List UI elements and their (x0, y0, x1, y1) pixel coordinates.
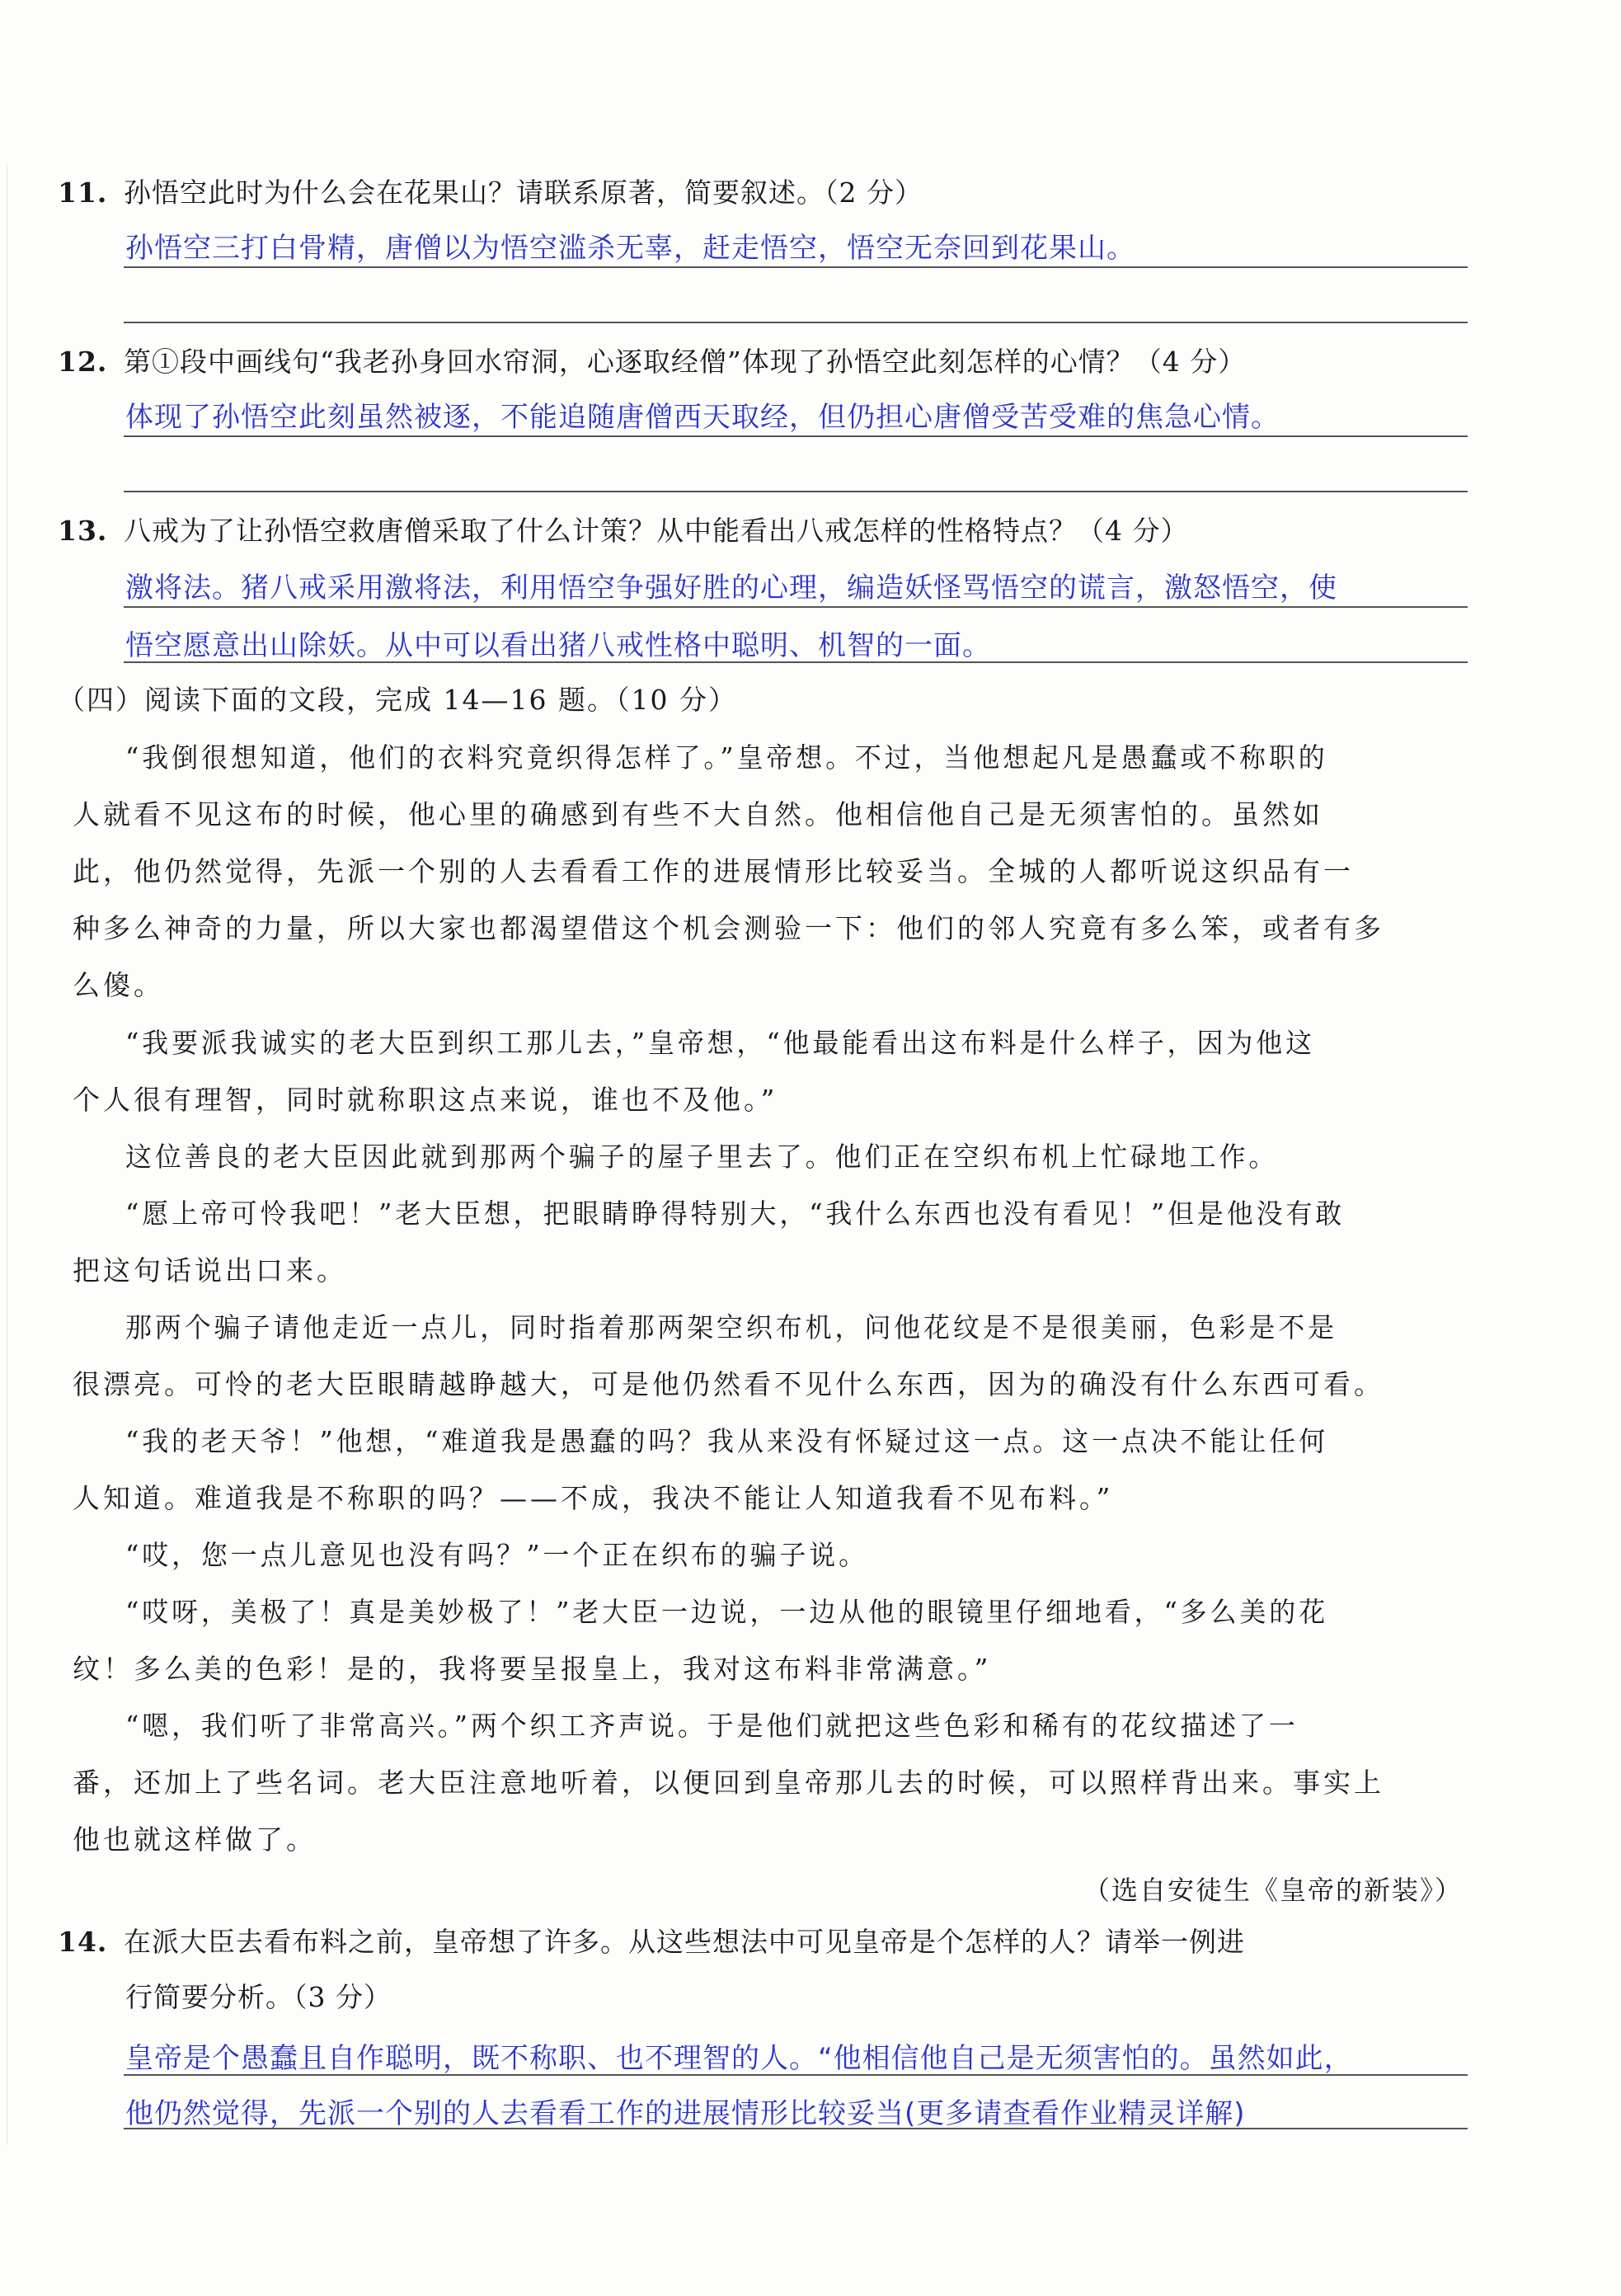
passage-line: 这位善良的老大臣因此就到那两个骗子的屋子里去了。他们正在空织布机上忙碌地工作。 (125, 1141, 1279, 1173)
answer-13-line-1: 激将法。猪八戒采用激将法，利用悟空争强好胜的心理，编造妖怪骂悟空的谎言，激怒悟空，使 (125, 572, 1337, 605)
passage-line: 个人很有理智，同时就称职这点来说，谁也不及他。” (73, 1084, 778, 1116)
answer-rule (124, 435, 1468, 437)
question-text: 第①段中画线句“我老孙身回水帘洞，心逐取经僧”体现了孙悟空此刻怎样的心情？（4 分） (124, 346, 1247, 378)
passage-line: 那两个骗子请他走近一点儿，同时指着那两架空织布机，问他花纹是不是很美丽，色彩是不是 (125, 1311, 1337, 1343)
answer-12-line-1: 体现了孙悟空此刻虽然被逐，不能追随唐僧西天取经，但仍担心唐僧受苦受难的焦急心情。 (125, 401, 1280, 434)
passage-line: “哎呀，美极了！真是美妙极了！”老大臣一边说，一边从他的眼镜里仔细地看，“多么美的花 (125, 1596, 1328, 1628)
question-text: 八戒为了让孙悟空救唐僧采取了什么计策？从中能看出八戒怎样的性格特点？（4 分） (124, 515, 1189, 547)
answer-rule (124, 606, 1468, 608)
question-number: 14. (58, 1926, 108, 1958)
passage-line: “嗯，我们听了非常高兴。”两个织工齐声说。于是他们就把这些色彩和稀有的花纹描述了一 (125, 1710, 1299, 1742)
question-11 (58, 172, 923, 210)
passage-line: 人就看不见这布的时候，他心里的确感到有些不大自然。他相信他自己是无须害怕的。虽然如 (73, 798, 1323, 830)
passage-line: 么傻。 (73, 969, 164, 1001)
passage-source: （选自安徒生《皇帝的新装》） (1083, 1875, 1463, 1906)
answer-11-line-1: 孙悟空三打白骨精，唐僧以为悟空滥杀无辜，赶走悟空，悟空无奈回到花果山。 (125, 232, 1135, 265)
question-12 (58, 341, 1246, 379)
passage-line: “哎，您一点儿意见也没有吗？”一个正在织布的骗子说。 (125, 1539, 868, 1571)
answer-rule (124, 266, 1468, 268)
answer-14-line-1: 皇帝是个愚蠢且自作聪明，既不称职、也不理智的人。“他相信他自己是无须害怕的。虽然如此， (125, 2042, 1353, 2075)
question-text: 孙悟空此时为什么会在花果山？请联系原著，简要叙述。（2 分） (124, 176, 923, 209)
question-number: 12. (58, 346, 108, 378)
answer-rule (124, 2074, 1468, 2076)
question-14-line-2: 行简要分析。（3 分） (125, 1981, 392, 2013)
answer-13-line-2: 悟空愿意出山除妖。从中可以看出猪八戒性格中聪明、机智的一面。 (125, 629, 991, 662)
passage-line: 番，还加上了些名词。老大臣注意地听着，以便回到皇帝那儿去的时候，可以照样背出来。事实上 (73, 1767, 1384, 1799)
passage-line: “我倒很想知道，他们的衣料究竟织得怎样了。”皇帝想。不过，当他想起凡是愚蠢或不称职的 (125, 741, 1328, 774)
answer-14-line-2: 他仍然觉得，先派一个别的人去看看工作的进展情形比较妥当(更多请查看作业精灵详解) (125, 2097, 1246, 2130)
answer-rule (124, 2128, 1468, 2129)
passage-line: 他也就这样做了。 (73, 1823, 317, 1856)
question-text: 在派大臣去看布料之前，皇帝想了许多。从这些想法中可见皇帝是个怎样的人？请举一例进 (124, 1926, 1245, 1958)
answer-rule (124, 661, 1468, 663)
question-number: 13. (58, 515, 108, 547)
answer-rule (124, 491, 1468, 492)
passage-line: 把这句话说出口来。 (73, 1254, 347, 1287)
answer-rule (124, 322, 1468, 323)
question-14 (58, 1921, 1245, 1960)
passage-line: 很漂亮。可怜的老大臣眼睛越睁越大，可是他仍然看不见什么东西，因为的确没有什么东西可看。 (73, 1368, 1384, 1400)
section-heading: （四）阅读下面的文段，完成 14—16 题。（10 分） (58, 684, 737, 716)
passage-line: 此，他仍然觉得，先派一个别的人去看看工作的进展情形比较妥当。全城的人都听说这织品有一 (73, 855, 1354, 887)
passage-line: 种多么神奇的力量，所以大家也都渴望借这个机会测验一下：他们的邻人究竟有多么笨，或者有多 (73, 912, 1384, 944)
passage-line: 人知道。难道我是不称职的吗？——不成，我决不能让人知道我看不见布料。” (73, 1482, 1114, 1514)
passage-line: “愿上帝可怜我吧！”老大臣想，把眼睛睁得特别大，“我什么东西也没有看见！”但是他没有敢 (125, 1197, 1346, 1230)
passage-line: “我要派我诚实的老大臣到织工那儿去，”皇帝想，“他最能看出这布料是什么样子，因为他这 (125, 1027, 1315, 1059)
passage-line: “我的老天爷！”他想，“难道我是愚蠢的吗？我从来没有怀疑过这一点。这一点决不能让任何 (125, 1425, 1328, 1457)
passage-line: 纹！多么美的色彩！是的，我将要呈报皇上，我对这布料非常满意。” (73, 1653, 992, 1685)
question-number: 11. (58, 176, 108, 209)
question-13 (58, 510, 1189, 548)
